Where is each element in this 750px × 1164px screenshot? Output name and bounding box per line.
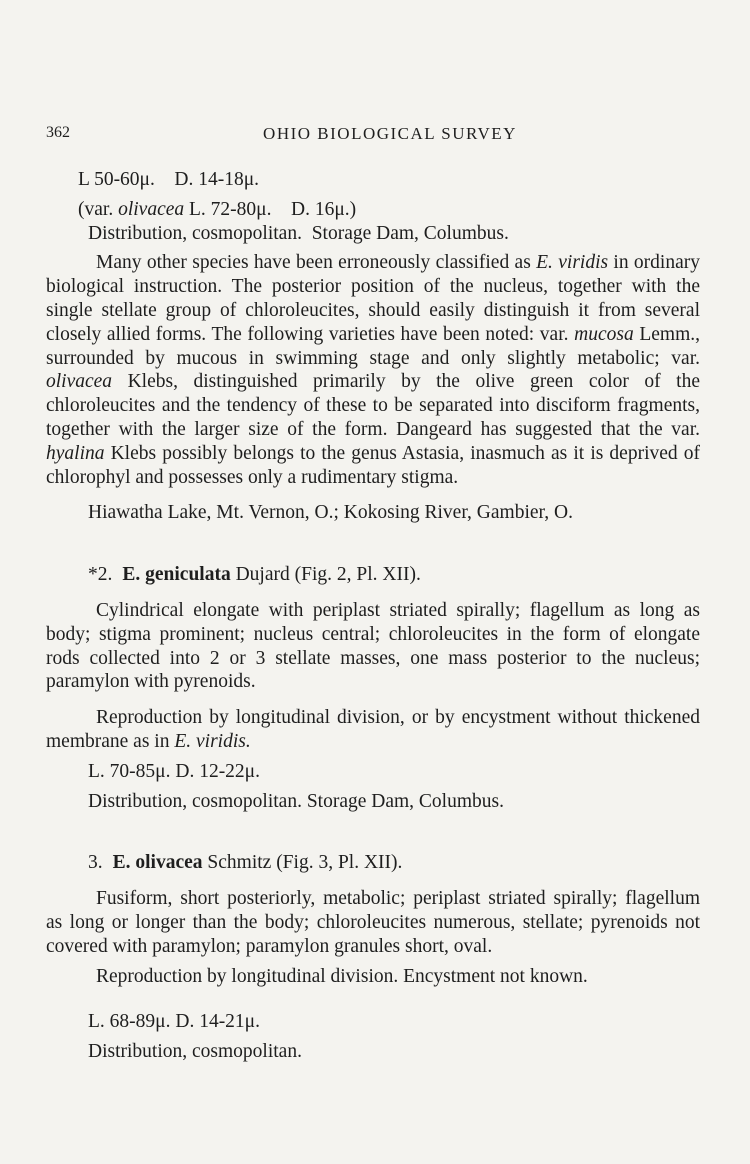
species-heading-2 (46, 563, 700, 587)
species-3-description: Fusiform, short posteriorly, metabolic; periplast striated spirally; flagellum as long or longer than the body; chloroleucites numerous, stellate; pyrenoids not covered with paramylon; paramylon granules short, oval. (46, 888, 700, 957)
species-heading-3 (46, 851, 700, 875)
species-number: 3. (88, 852, 103, 874)
species-name: E. geniculata (122, 564, 231, 586)
discussion-italic-2: mucosa (574, 323, 634, 345)
species-2-measure: L. 70-85μ. D. 12-22μ. (88, 760, 261, 782)
discussion-text-4: Klebs, distinguished primarily by the olive green color of the chloroleucites and the tendency of these to be separated into disciform fragments, together with the larger size of the form. Dangeard has suggested that the var. (46, 371, 700, 440)
variety-rest: L. 72-80μ. D. 16μ.) (184, 198, 357, 220)
page-body (46, 168, 700, 1064)
species-number: *2. (88, 564, 113, 586)
variety-prefix: (var. (78, 198, 119, 220)
discussion-italic-3: olivacea (46, 371, 113, 393)
species-author-ref: Dujard (Fig. 2, Pl. XII). (230, 564, 421, 586)
species-3-measure: L. 68-89μ. D. 14-21μ. (88, 1011, 261, 1033)
running-title: OHIO BIOLOGICAL SURVEY (263, 124, 517, 143)
discussion-paragraph (46, 251, 700, 489)
discussion-text-5: Klebs possibly belongs to the genus Astasia, inasmuch as it is deprived of chlorophyl and possesses only a rudimentary stigma. (46, 442, 700, 488)
species-2-description: Cylindrical elongate with periplast striated spirally; flagellum as long as body; stigma prominent; nucleus central; chloroleucites in the form of elongate rods collected into 2 or 3 stellate masses, one mass posterior to the nucleus; paramylon with pyrenoids. (46, 599, 700, 693)
reproduction-italic: E. viridis. (174, 730, 251, 752)
species-2-reproduction (46, 706, 700, 754)
discussion-italic-4: hyalina (46, 442, 105, 464)
page-header (46, 124, 706, 144)
species-author-ref: Schmitz (Fig. 3, Pl. XII). (202, 852, 403, 874)
localities-line: Hiawatha Lake, Mt. Vernon, O.; Kokosing River, Gambier, O. (88, 502, 573, 524)
variety-name: olivacea (118, 198, 185, 220)
page-number: 362 (46, 124, 70, 141)
species-2-distribution: Distribution, cosmopolitan. Storage Dam, Columbus. (88, 790, 504, 812)
measurement-line: L 50-60μ. D. 14-18μ. (78, 169, 260, 190)
discussion-italic-1: E. viridis (536, 252, 609, 274)
species-name: E. olivacea (112, 852, 203, 874)
variety-measurement-line (46, 198, 700, 222)
discussion-text-3: Lemm., surrounded by mucous in swimming stage and only slightly metabolic; var. (46, 323, 700, 369)
species-3-distribution: Distribution, cosmopolitan. (88, 1041, 302, 1063)
species-3-reproduction: Reproduction by longitudinal division. Encystment not known. (96, 965, 588, 987)
discussion-text-1: Many other species have been erroneously classified as (96, 252, 537, 274)
distribution-line: Distribution, cosmopolitan. Storage Dam, Columbus. (88, 222, 509, 244)
discussion-text-2: in ordinary biological instruction. The posterior position of the nucleus, together with the single stellate group of chloroleucites, should easily distinguish it from several closely allied forms. The following varieties have been noted: var. (46, 252, 700, 345)
reproduction-text: Reproduction by longitudinal division, or by encystment without thickened membrane as in (46, 707, 700, 752)
